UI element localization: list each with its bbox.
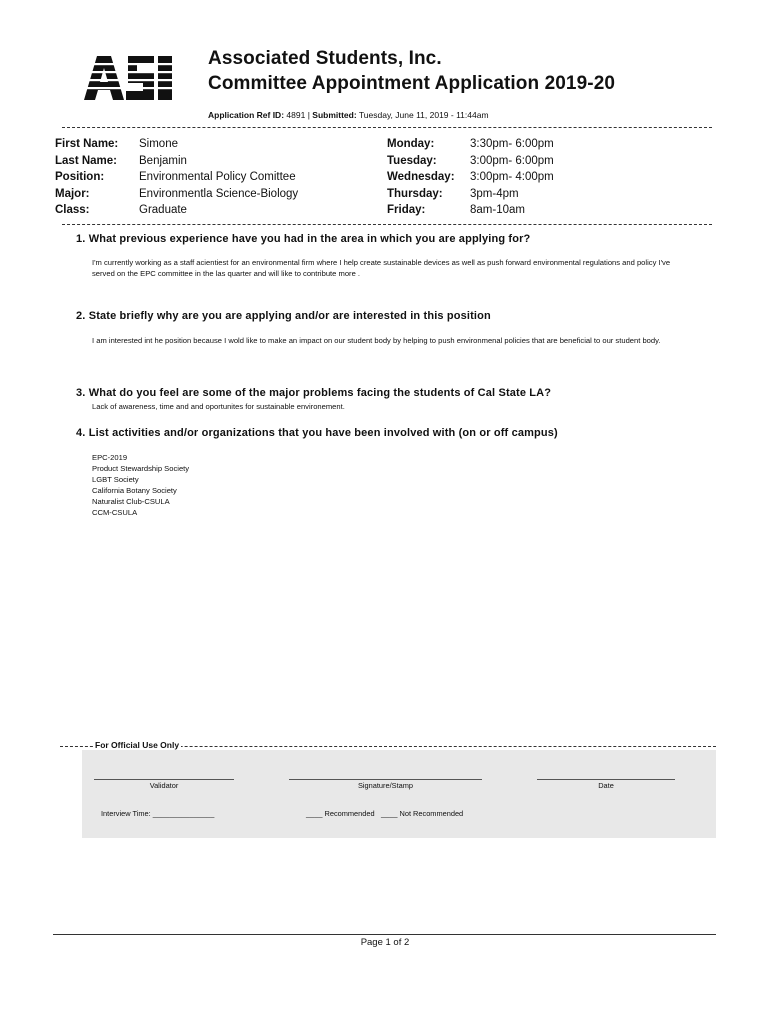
question-number: 4. [76,427,86,439]
day-label: Wednesday: [387,171,455,183]
form-title: Committee Appointment Application 2019-20 [208,73,616,94]
time-value: 8am-10am [470,204,525,216]
question-text: What do you feel are some of the major problems facing the students of Cal State LA? [88,387,552,399]
position-label: Position: [55,171,105,183]
date-line [537,779,675,780]
ref-id-label: Application Ref ID: [208,110,285,120]
divider-top [62,127,712,128]
signature-label: Signature/Stamp [357,781,414,790]
org-title: Associated Students, Inc. [208,48,442,69]
question-4 [76,427,558,439]
availability-times [470,136,554,219]
list-item: Naturalist Club-CSULA [92,497,170,506]
recommended-option: ____ Recommended [306,809,375,818]
question-number: 3. [76,387,86,399]
answer-1: I'm currently working as a staff acientiest for an environmental firm where I help create sustainable devices as well as push forward environmental regulations and policy I've served on the EPC committee in the las quarter and will like to contribute more . [92,258,671,278]
applicant-labels [55,136,118,219]
official-use-box [82,750,716,838]
official-use-label: For Official Use Only [95,740,180,750]
interview-time: Interview Time: _______________ [101,809,215,818]
date-label: Date [598,781,614,790]
list-item: California Botany Society [92,486,177,495]
day-label: Tuesday: [387,154,437,167]
availability-days [387,136,455,219]
divider-info [62,224,712,225]
footer-rule [53,934,716,935]
list-item: Product Stewardship Society [92,464,190,473]
validator-line [94,779,234,780]
position-value: Environmental Policy Comittee [139,171,296,183]
question-text: What previous experience have you had in the area in which you are applying for? [88,233,531,245]
question-text: State briefly why are you are applying and/or are interested in this position [88,310,491,322]
first-name-label: First Name: [55,138,119,150]
page-number: Page 1 of 2 [360,937,410,948]
last-name-value: Benjamin [139,154,187,167]
signature-line [289,779,482,780]
class-label: Class: [55,204,90,216]
first-name-value: Simone [139,138,178,150]
question-number: 2. [76,310,86,322]
last-name-label: Last Name: [55,154,117,167]
time-value: 3:00pm- 4:00pm [470,171,554,183]
major-value: Environmentla Science-Biology [139,187,299,200]
major-label: Major: [55,187,90,200]
time-value: 3:00pm- 6:00pm [470,154,554,167]
list-item: EPC-2019 [92,453,128,462]
time-value: 3pm-4pm [470,187,519,200]
validator-label: Validator [149,781,179,790]
list-item: LGBT Society [92,475,139,484]
question-2 [76,310,491,322]
list-item: CCM-CSULA [92,508,138,517]
answer-2: I am interested int he position because I wold like to make an impact on our student body by helping to push environmenal policies that are beneficial to our student body. [92,336,661,345]
activities-list [92,452,189,518]
day-label: Monday: [387,138,435,150]
question-text: List activities and/or organizations that you have been involved with (on or off campus) [88,427,558,439]
application-meta [208,110,489,120]
ref-id-value: 4891 [286,110,306,120]
applicant-values [139,136,298,219]
day-label: Thursday: [387,187,443,200]
not-recommended-option: ____ Not Recommended [381,809,464,818]
meta-separator: | [307,110,310,120]
question-3 [76,387,551,399]
time-value: 3:30pm- 6:00pm [470,138,554,150]
answer-3: Lack of awareness, time and and oportunites for sustainable environement. [92,402,345,411]
class-value: Graduate [139,204,187,216]
day-label: Friday: [387,204,426,216]
submitted-label: Submitted: [312,110,357,120]
question-number: 1. [76,233,86,245]
asi-logo [84,56,176,100]
submitted-value: Tuesday, June 11, 2019 - 11:44am [358,110,489,120]
question-1 [76,233,530,245]
